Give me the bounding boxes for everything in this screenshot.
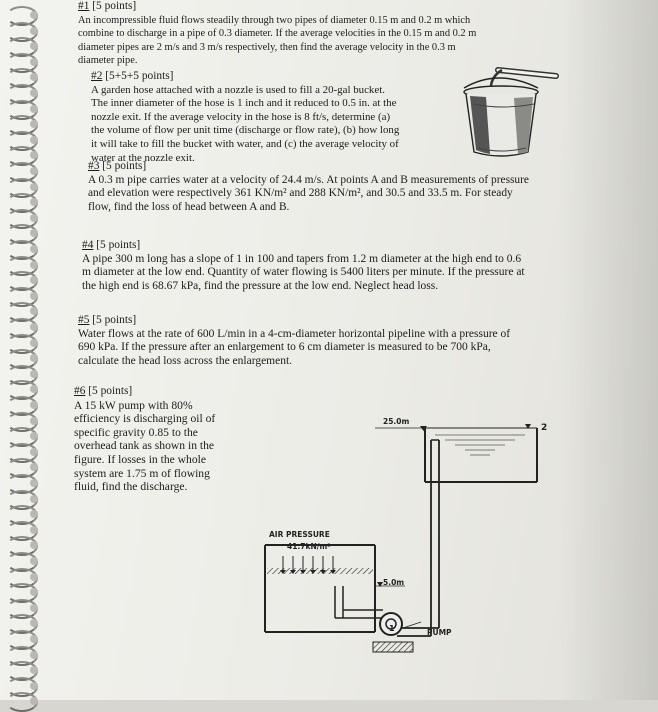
binding-hole: [30, 214, 38, 222]
air-pressure-value: 41.7kN/m²: [287, 542, 331, 551]
point-1-label: 1: [389, 624, 395, 633]
problem-points: [5 points]: [85, 385, 133, 397]
problem-number: #1: [78, 0, 90, 12]
binding-hole: [30, 323, 38, 331]
binding-hole: [30, 448, 38, 456]
problem-points: [5+5+5 points]: [102, 70, 174, 82]
binding-hole: [30, 479, 38, 487]
binding-hole: [30, 27, 38, 35]
pump-label: PUMP: [427, 628, 452, 637]
problem-line: A 0.3 m pipe carries water at a velocity of 24.4 m/s. At points A and B measurements of pressure: [88, 173, 529, 186]
problem-1: [78, 0, 578, 68]
binding-hole: [30, 261, 38, 269]
problem-3: [88, 160, 588, 214]
problem-number: #5: [78, 314, 90, 326]
problem-line: nozzle exit. If the average velocity in the hose is 8 ft/s, determine (a): [91, 110, 391, 123]
elevation-top-label: 25.0m: [383, 417, 410, 426]
problem-line: system are 1.75 m of flowing: [74, 466, 210, 480]
problem-line: A pipe 300 m long has a slope of 1 in 100 and tapers from 1.2 m diameter at the high end to 0.6: [82, 252, 522, 265]
problem-line: 690 kPa. If the pressure after an enlargement to 6 cm diameter is measured to be 700 kPa,: [78, 341, 491, 354]
problem-points: [5 points]: [93, 239, 141, 251]
binding-hole: [30, 167, 38, 175]
problem-3-title: [88, 160, 588, 174]
problem-line: diameter pipes are 2 m/s and 3 m/s respectively, then find the average velocity in the 0.3 m: [78, 41, 456, 53]
bucket-hose-figure: [458, 64, 576, 164]
problem-6: [74, 385, 274, 494]
binding-hole: [30, 495, 38, 503]
problem-number: #6: [74, 385, 86, 397]
binding-hole: [30, 105, 38, 113]
problem-4-title: [82, 239, 582, 253]
problem-line: it will take to fill the bucket with water, and (c) the average velocity of: [91, 137, 399, 150]
binding-hole: [30, 635, 38, 643]
binding-hole: [30, 401, 38, 409]
problem-points: [5 points]: [89, 0, 137, 12]
problem-line: fluid, find the discharge.: [74, 480, 188, 494]
binding-hole: [30, 58, 38, 66]
point-2-label: 2: [541, 423, 548, 433]
problem-line: overhead tank as shown in the: [74, 439, 215, 453]
problem-line: diameter pipe.: [78, 55, 138, 67]
problem-line: A garden hose attached with a nozzle is used to fill a 20-gal bucket.: [91, 83, 385, 96]
binding-hole: [30, 651, 38, 659]
problem-line: water at the nozzle exit.: [91, 151, 195, 164]
problem-number: #3: [88, 160, 100, 172]
binding-hole: [30, 604, 38, 612]
problem-line: Water flows at the rate of 600 L/min in a 4-cm-diameter horizontal pipeline with a pressure of: [78, 327, 511, 340]
problem-line: figure. If losses in the whole: [74, 452, 207, 466]
pump-system-figure: [255, 410, 555, 670]
problem-line: combine to discharge in a pipe of 0.3 diameter. If the average velocities in the 0.15 m and 0.2 m: [78, 28, 477, 40]
problem-line: and elevation were respectively 361 KN/m² and 288 KN/m², and 30.5 and 33.5 m. For steady: [88, 187, 513, 200]
spiral-binding: [0, 0, 48, 700]
binding-hole: [30, 573, 38, 581]
binding-hole: [30, 417, 38, 425]
binding-hole: [30, 682, 38, 690]
problem-1-title: [78, 0, 578, 14]
problem-2: [91, 70, 451, 165]
binding-hole: [30, 89, 38, 97]
problem-5: [78, 314, 578, 368]
binding-hole: [30, 526, 38, 534]
problem-number: #2: [91, 70, 103, 82]
problem-2-title: [91, 70, 451, 84]
problem-line: the volume of flow per unit time (discharge or flow rate), (b) how long: [91, 124, 400, 137]
problem-6-title: [74, 385, 274, 399]
binding-hole: [30, 370, 38, 378]
problem-line: efficiency is discharging oil of: [74, 412, 216, 426]
binding-hole: [30, 136, 38, 144]
problem-5-title: [78, 314, 578, 328]
problem-line: specific gravity 0.85 to the: [74, 425, 198, 439]
problem-line: calculate the head loss across the enlargement.: [78, 354, 293, 367]
binding-hole: [30, 292, 38, 300]
problem-points: [5 points]: [99, 160, 147, 172]
problem-4: [82, 239, 582, 293]
problem-line: A 15 kW pump with 80%: [74, 398, 193, 412]
air-pressure-label: AIR PRESSURE: [269, 530, 330, 539]
problem-line: An incompressible fluid flows steadily through two pipes of diameter 0.15 m and 0.2 m which: [78, 14, 471, 26]
problem-line: flow, find the loss of head between A and B.: [88, 200, 290, 213]
elevation-low-label: 5.0m: [383, 578, 405, 587]
problem-line: the high end is 68.67 kPa, find the pressure at the low end. Neglect head loss.: [82, 279, 439, 292]
problem-line: The inner diameter of the hose is 1 inch and it reduced to 0.5 in. at the: [91, 97, 397, 110]
binding-hole: [30, 183, 38, 191]
binding-hole: [30, 557, 38, 565]
binding-hole: [30, 339, 38, 347]
problem-points: [5 points]: [89, 314, 137, 326]
problem-number: #4: [82, 239, 94, 251]
pump-system-drawing: [255, 410, 555, 670]
binding-hole: [30, 11, 38, 19]
problem-line: m diameter at the low end. Quantity of water flowing is 5400 liters per minute. If the pressure at: [82, 266, 525, 279]
binding-hole: [30, 245, 38, 253]
